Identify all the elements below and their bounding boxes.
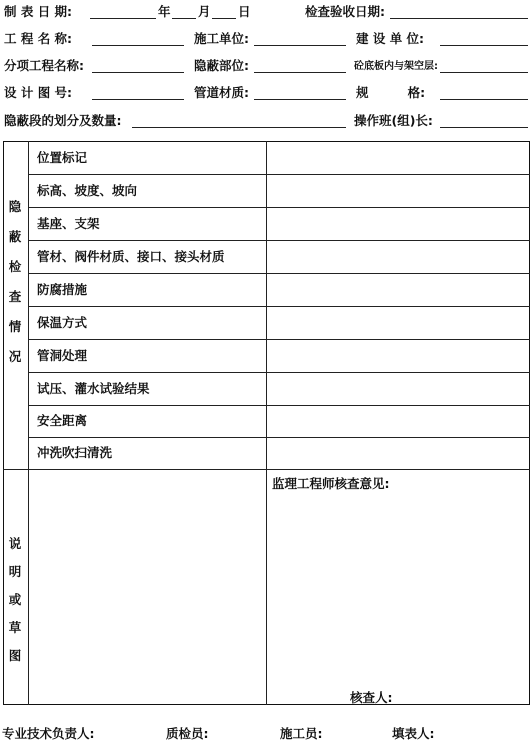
design-drawing-field[interactable] [92,99,184,100]
row-label-anticorrosion: 防腐措施 [37,282,88,297]
year-label: 年 [158,4,171,19]
concealed-side-label: 隐 蔽 检 查 情 况 [8,199,22,364]
notes-side-label: 说 明 或 草 图 [8,536,22,663]
year-field[interactable] [90,18,156,19]
inspect-date-field[interactable] [390,18,528,19]
spec-label: 规 格: [356,85,426,100]
supervisor-opinion-area[interactable] [268,494,529,684]
sub-project-field[interactable] [92,72,184,73]
row-label-insulation: 保温方式 [37,315,88,330]
row-value-position[interactable] [268,142,529,174]
row-label-support: 基座、支架 [37,216,100,231]
row-label-position: 位置标记 [37,150,88,165]
section-divider [3,469,530,470]
row-label-pressure-test: 试压、灌水试验结果 [37,381,150,396]
sub-project-label: 分项工程名称: [4,58,84,73]
floor-location-label: 砼底板内与架空层: [354,61,438,72]
supervisor-opinion-label: 监理工程师核查意见: [272,476,390,491]
inspect-date-label: 检查验收日期: [305,4,385,19]
notes-sketch-area[interactable] [30,471,265,703]
month-label: 月 [198,4,211,19]
builder-unit-label: 建 设 单 位: [356,31,425,46]
row-value-elevation[interactable] [268,175,529,207]
row-label-flushing: 冲洗吹扫清洗 [37,445,113,460]
day-field[interactable] [212,18,236,19]
pipe-material-label: 管道材质: [194,85,249,100]
team-leader-label: 操作班(组)长: [354,113,433,128]
floor-location-field[interactable] [440,72,528,73]
construction-unit-field[interactable] [254,45,346,46]
row-value-support[interactable] [268,208,529,240]
row-value-anticorrosion[interactable] [268,274,529,306]
section-division-label: 隐蔽段的划分及数量: [4,113,122,128]
side-column-divider [28,141,29,705]
row-label-elevation: 标高、坡度、坡向 [37,183,138,198]
row-value-flushing[interactable] [268,438,529,469]
row-label-safety-distance: 安全距离 [37,413,88,428]
quality-inspector-label: 质检员: [166,726,209,741]
row-label-material: 管材、阀件材质、接口、接头材质 [37,249,225,264]
month-field[interactable] [172,18,196,19]
tech-lead-label: 专业技术负责人: [2,726,95,741]
spec-field[interactable] [440,99,528,100]
row-value-pressure-test[interactable] [268,373,529,405]
team-leader-field[interactable] [440,127,528,128]
row-label-pipe-hole: 管洞处理 [37,348,88,363]
concealed-part-field[interactable] [254,72,346,73]
value-column-divider [266,141,267,705]
row-value-material[interactable] [268,241,529,273]
filler-label: 填表人: [392,726,435,741]
project-name-label: 工 程 名 称: [4,31,73,46]
construction-unit-label: 施工单位: [194,31,249,46]
constructor-label: 施工员: [280,726,323,741]
row-value-safety-distance[interactable] [268,406,529,437]
row-value-insulation[interactable] [268,307,529,339]
concealed-part-label: 隐蔽部位: [194,58,249,73]
day-label: 日 [238,4,251,19]
checker-label: 核查人: [350,690,393,705]
make-date-label: 制 表 日 期: [4,4,73,19]
row-value-pipe-hole[interactable] [268,340,529,372]
section-division-field[interactable] [132,127,346,128]
pipe-material-field[interactable] [254,99,346,100]
project-name-field[interactable] [92,45,184,46]
design-drawing-label: 设 计 图 号: [4,85,73,100]
builder-unit-field[interactable] [440,45,528,46]
